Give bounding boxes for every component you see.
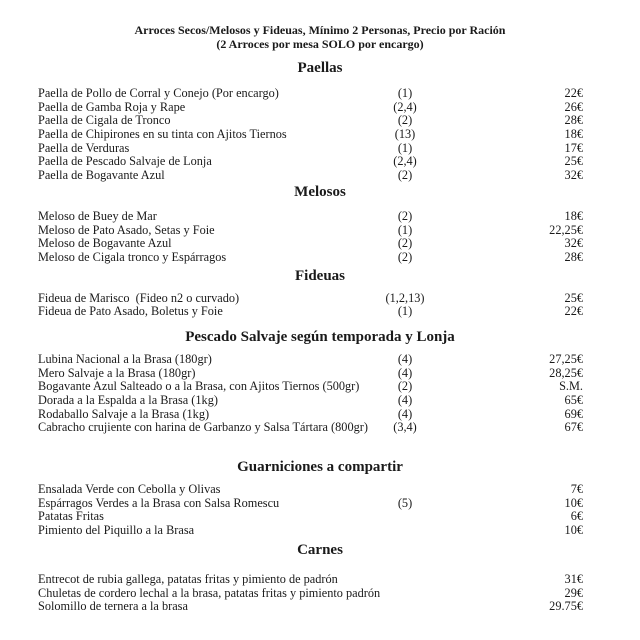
item-name: Chuletas de cordero lechal a la brasa, patatas fritas y pimiento padrón <box>38 585 381 600</box>
item-price: 25€ <box>564 154 583 169</box>
menu-item-row <box>0 114 640 128</box>
menu-item-row <box>0 142 640 156</box>
item-price: 67€ <box>564 420 583 435</box>
item-price: 18€ <box>564 127 583 142</box>
item-name: Cabracho crujiente con harina de Garbanzo y Salsa Tártara (800gr) <box>38 420 368 435</box>
menu-item-row <box>0 155 640 169</box>
item-price: 32€ <box>564 168 583 183</box>
item-price: 10€ <box>564 495 583 510</box>
item-price: 29.75€ <box>549 599 583 614</box>
menu-item-row <box>0 237 640 251</box>
item-name: Dorada a la Espalda a la Brasa (1kg) <box>38 393 218 407</box>
menu-item-row <box>0 169 640 183</box>
item-portion: (2) <box>397 249 413 264</box>
item-name: Ensalada Verde con Cebolla y Olivas <box>38 482 221 497</box>
item-name: Paella de Pollo de Corral y Conejo (Por encargo) <box>38 86 279 100</box>
item-name: Meloso de Pato Asado, Setas y Foie <box>38 222 215 237</box>
section-rows-carnes <box>0 573 640 614</box>
item-portion: (4) <box>397 351 413 366</box>
item-name: Mero Salvaje a la Brasa (180gr) <box>38 365 196 380</box>
item-portion: (2,4) <box>393 99 417 114</box>
section-melosos <box>0 183 640 265</box>
item-portion: (3,4) <box>393 420 417 435</box>
menu-item-row <box>0 524 640 538</box>
section-title-pescado: Pescado Salvaje según temporada y Lonja <box>185 328 455 345</box>
item-portion: (4) <box>397 365 413 380</box>
item-price: 22€ <box>564 304 583 319</box>
section-pescado <box>0 328 640 435</box>
menu-item-row <box>0 87 640 101</box>
item-portion: (1) <box>397 304 413 319</box>
item-name: Meloso de Buey de Mar <box>38 208 157 223</box>
item-portion: (1) <box>397 222 413 237</box>
menu-item-row <box>0 101 640 115</box>
item-name: Fideua de Marisco (Fideo n2 o curvado) <box>38 290 240 305</box>
item-portion: (4) <box>397 393 413 407</box>
menu-item-row <box>0 380 640 394</box>
item-portion: (2) <box>397 236 413 251</box>
item-portion: (2) <box>397 208 413 223</box>
item-portion: (4) <box>397 406 413 421</box>
item-price: 28€ <box>564 113 583 128</box>
menu-item-row <box>0 128 640 142</box>
menu-item-row <box>0 305 640 319</box>
item-portion: (2) <box>397 379 413 394</box>
section-paellas <box>0 59 640 183</box>
section-rows-guarniciones <box>0 483 640 538</box>
item-price: 10€ <box>564 523 583 538</box>
item-name: Fideua de Pato Asado, Boletus y Foie <box>38 304 223 319</box>
section-rows-pescado <box>0 353 640 435</box>
item-name: Paella de Bogavante Azul <box>38 168 165 183</box>
section-rows-fideuas <box>0 292 640 319</box>
item-name: Entrecot de rubia gallega, patatas fritas y pimiento de padrón <box>38 571 338 586</box>
item-portion: (1) <box>397 140 413 155</box>
item-name: Lubina Nacional a la Brasa (180gr) <box>38 351 212 366</box>
menu-item-row <box>0 394 640 408</box>
item-price: 31€ <box>564 571 583 586</box>
item-price: 28,25€ <box>549 365 583 380</box>
item-price: 29€ <box>564 585 583 600</box>
section-title-guarniciones: Guarniciones a compartir <box>237 459 403 476</box>
item-name: Paella de Verduras <box>38 140 130 155</box>
menu-item-row <box>0 510 640 524</box>
menu-item-row <box>0 224 640 238</box>
section-carnes <box>0 541 640 614</box>
section-guarniciones <box>0 458 640 538</box>
menu-item-row <box>0 587 640 601</box>
item-price: 17€ <box>564 140 583 155</box>
menu-item-row <box>0 210 640 224</box>
item-price: 27,25€ <box>549 351 583 366</box>
menu-item-row <box>0 600 640 614</box>
section-title-paellas: Paellas <box>297 60 343 76</box>
item-name: Espárragos Verdes a la Brasa con Salsa Romescu <box>38 495 280 510</box>
item-name: Meloso de Bogavante Azul <box>38 236 172 251</box>
item-portion: (1) <box>397 86 413 100</box>
item-name: Paella de Cigala de Tronco <box>38 113 171 128</box>
item-price: 22,25€ <box>549 222 583 237</box>
section-fideuas <box>0 267 640 319</box>
item-name: Solomillo de ternera a la brasa <box>38 599 188 614</box>
item-name: Pimiento del Piquillo a la Brasa <box>38 523 195 538</box>
item-portion: (2) <box>397 113 413 128</box>
menu-item-row <box>0 483 640 497</box>
item-price: 18€ <box>564 208 583 223</box>
section-title-melosos: Melosos <box>294 183 346 200</box>
item-name: Paella de Chipirones en su tinta con Ajitos Tiernos <box>38 127 287 142</box>
menu-item-row <box>0 251 640 265</box>
section-title-fideuas: Fideuas <box>294 267 345 284</box>
item-portion: (1,2,13) <box>385 290 425 305</box>
menu-header-line1: Arroces Secos/Melosos y Fideuas, Mínimo 2 Personas, Precio por Ración <box>134 23 506 37</box>
menu-item-row <box>0 292 640 306</box>
item-price: 26€ <box>564 99 583 114</box>
menu-header <box>0 0 640 51</box>
item-price: 69€ <box>564 406 583 421</box>
menu-header-line2: (2 Arroces por mesa SOLO por encargo) <box>216 37 424 51</box>
item-portion: (13) <box>394 127 416 142</box>
item-price: 7€ <box>570 482 583 497</box>
item-portion: (2,4) <box>393 154 417 169</box>
item-price: 22€ <box>564 86 583 100</box>
menu-item-row <box>0 353 640 367</box>
section-rows-melosos <box>0 210 640 265</box>
item-name: Bogavante Azul Salteado o a la Brasa, con Ajitos Tiernos (500gr) <box>38 379 360 394</box>
item-name: Paella de Pescado Salvaje de Lonja <box>38 154 212 169</box>
item-price: 65€ <box>564 393 583 407</box>
item-name: Patatas Fritas <box>38 509 104 524</box>
item-price: 25€ <box>564 290 583 305</box>
menu-item-row <box>0 421 640 435</box>
section-rows-paellas <box>0 87 640 183</box>
menu-item-row <box>0 497 640 511</box>
item-portion: (2) <box>397 168 413 183</box>
item-portion: (5) <box>397 495 413 510</box>
menu-item-row <box>0 408 640 422</box>
item-name: Paella de Gamba Roja y Rape <box>38 99 186 114</box>
item-name: Meloso de Cigala tronco y Espárragos <box>38 249 227 264</box>
item-name: Rodaballo Salvaje a la Brasa (1kg) <box>38 406 210 421</box>
menu-item-row <box>0 573 640 587</box>
item-price: S.M. <box>559 379 583 394</box>
item-price: 32€ <box>564 236 583 251</box>
item-price: 28€ <box>564 249 583 264</box>
section-title-carnes: Carnes <box>297 541 343 558</box>
item-price: 6€ <box>570 509 583 524</box>
menu-item-row <box>0 367 640 381</box>
